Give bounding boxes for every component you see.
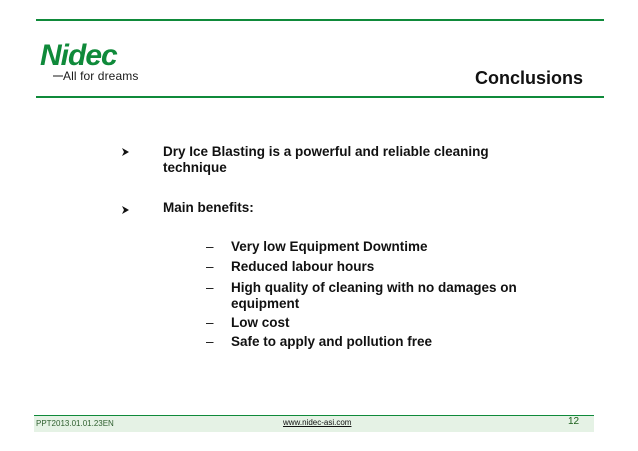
slide-title: Conclusions <box>474 68 583 88</box>
benefit-item: High quality of cleaning with no damages on equipment <box>231 280 517 311</box>
benefit-item: Safe to apply and pollution free <box>231 334 433 349</box>
svg-text:Nidec: Nidec <box>40 41 117 69</box>
dash-bullet-icon: – <box>206 280 214 295</box>
tagline: All for dreams <box>63 69 139 83</box>
nidec-logo <box>38 41 178 91</box>
benefit-item: Reduced labour hours <box>231 259 375 274</box>
page-number: 12 <box>568 416 580 427</box>
dash-bullet-icon: – <box>206 334 214 349</box>
dash-bullet-icon: – <box>206 239 214 254</box>
bullet-item: Main benefits: <box>163 200 254 215</box>
document-code: PPT2013.01.01.23EN <box>36 419 114 428</box>
arrow-bullet-icon <box>122 205 132 217</box>
bullet-item: Dry Ice Blasting is a powerful and reliable cleaning technique <box>163 144 489 175</box>
website-link[interactable]: www.nidec-asi.com <box>283 418 352 427</box>
arrow-bullet-icon <box>122 147 132 159</box>
dash-bullet-icon: – <box>206 259 214 274</box>
nidec-logo-icon <box>38 41 150 69</box>
benefit-item: Very low Equipment Downtime <box>231 239 428 254</box>
dash-bullet-icon: – <box>206 315 214 330</box>
top-divider <box>36 19 604 21</box>
benefit-item: Low cost <box>231 315 290 330</box>
title-divider <box>36 96 604 98</box>
